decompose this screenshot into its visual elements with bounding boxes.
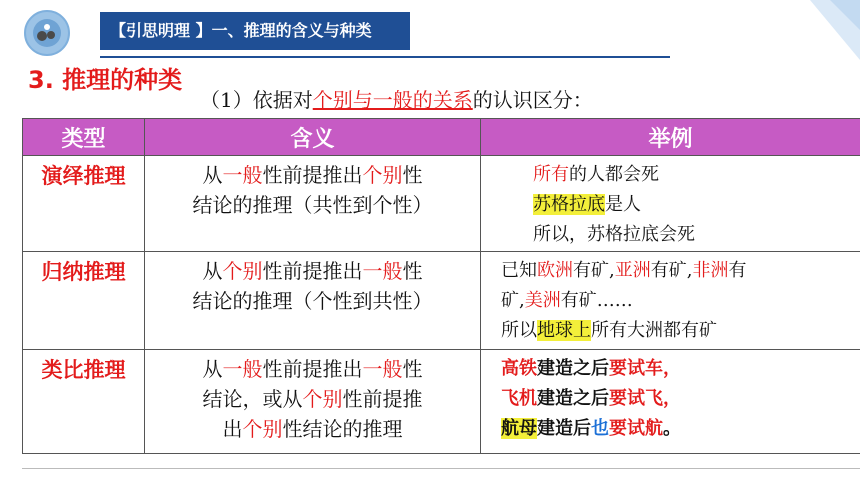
example-cell: 所有的人都会死 苏格拉底是人 所以，苏格拉底会死 (481, 156, 860, 252)
reasoning-types-table (22, 118, 860, 454)
header-bar (100, 12, 410, 50)
column-header-example: 举例 (481, 119, 860, 156)
table-header-row (23, 119, 860, 156)
table-row (23, 252, 860, 350)
type-cell: 演绎推理 (23, 156, 145, 252)
example-cell: 已知欧洲有矿,亚洲有矿,非洲有 矿,美洲有矿…… 所以地球上所有大洲都有矿 (481, 252, 860, 350)
type-cell: 归纳推理 (23, 252, 145, 350)
section-subtitle: （1）依据对个别与一般的关系的认识区分： (200, 88, 593, 112)
type-cell: 类比推理 (23, 350, 145, 454)
section-title: 3. 推理的种类 (28, 66, 183, 94)
example-cell: 高铁建造之后要试车， 飞机建造之后要试飞， 航母建造后也要试航。 (481, 350, 860, 454)
header-title: 一、推理的含义与种类 (211, 21, 372, 40)
table-row (23, 156, 860, 252)
column-header-type: 类型 (23, 119, 145, 156)
header-divider (100, 56, 670, 58)
corner-decoration (750, 0, 860, 90)
table-row (23, 350, 860, 454)
header-tag: 【引思明理 】 (110, 21, 212, 40)
subtitle-highlight: 个别与一般的关系 (312, 88, 473, 112)
meaning-cell: 从一般性前提推出一般性 结论，或从个别性前提推 出个别性结论的推理 (145, 350, 481, 454)
meaning-cell: 从个别性前提推出一般性 结论的推理（个性到共性） (145, 252, 481, 350)
column-header-meaning: 含义 (145, 119, 481, 156)
meaning-cell: 从一般性前提推出个别性 结论的推理（共性到个性） (145, 156, 481, 252)
bottom-divider (22, 468, 860, 469)
school-logo-icon (24, 10, 70, 56)
